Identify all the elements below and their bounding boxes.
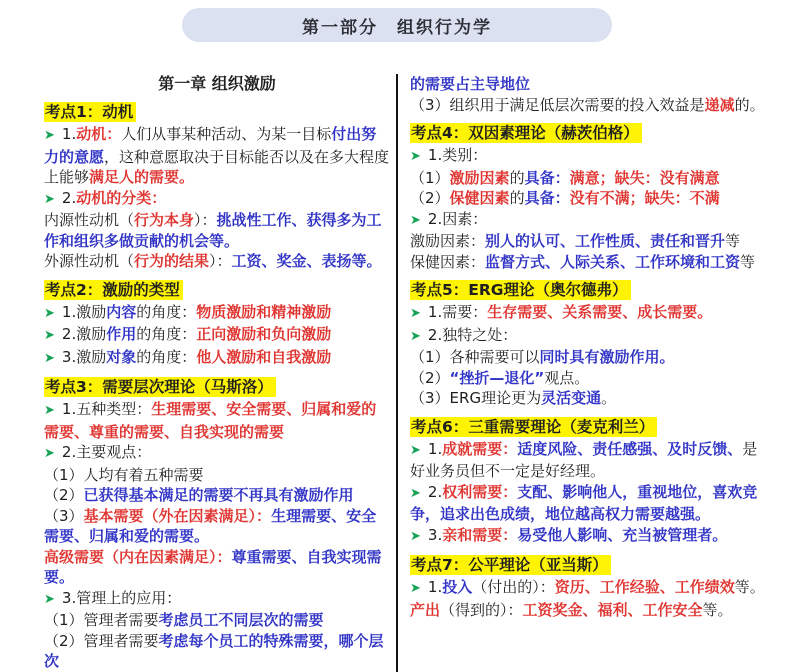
text-run: 行为的结果 <box>134 252 210 270</box>
text-run: 1.五种类型： <box>61 400 152 418</box>
bullet-arrow-icon: ➤ <box>44 350 55 366</box>
text-run: 付出努力的意愿 <box>44 125 377 166</box>
text-run: 1.激励 <box>61 302 107 321</box>
text-run: 等 <box>725 232 741 250</box>
doc-line <box>410 325 770 348</box>
text-run: 。 <box>601 389 617 407</box>
topic-heading-text: 考点5：ERG理论（奥尔德弗） <box>410 280 631 300</box>
doc-line <box>44 631 390 672</box>
topic-heading-text: 考点6：三重需要理论（麦克利兰） <box>410 417 657 437</box>
text-run: 的 <box>509 189 525 207</box>
text-run: （1） <box>410 168 450 187</box>
text-run: ）： <box>209 252 232 270</box>
doc-line <box>410 95 770 116</box>
topic-heading <box>44 376 390 398</box>
doc-line <box>44 347 390 370</box>
text-run: 正向激励和负向激励 <box>196 325 332 343</box>
bullet-arrow-icon: ➤ <box>410 442 421 458</box>
doc-line <box>410 525 770 548</box>
topic-heading-text: 考点7：公平理论（亚当斯） <box>410 555 611 575</box>
text-run: （2） <box>44 486 84 504</box>
text-run: （1）人均有着五种需要 <box>44 465 204 484</box>
text-run: 2. <box>61 188 77 207</box>
doc-line <box>410 600 770 621</box>
text-run: 观点。 <box>544 368 590 387</box>
text-run: （付出的）： <box>472 578 555 596</box>
doc-line <box>44 610 390 631</box>
text-run: 工资奖金、福利、工作安全 <box>522 600 703 619</box>
doc-line <box>44 251 390 272</box>
text-run: 高级需要（内在因素满足）： <box>44 547 232 566</box>
doc-line <box>410 168 770 189</box>
text-run: 激励因素： <box>410 232 486 250</box>
text-run: 监督方式、人际关系、工作环境和工资 <box>485 252 741 271</box>
doc-line <box>410 302 770 325</box>
text-run: 同时具有激励作用。 <box>539 348 675 366</box>
text-run: 投入 <box>442 578 473 596</box>
topic-heading <box>44 101 390 123</box>
text-run: 2.激励 <box>61 325 107 343</box>
topic-heading-text: 考点3：需要层次理论（马斯洛） <box>44 377 276 397</box>
doc-line <box>410 252 770 273</box>
text-run: 基本需要（外在因素满足）： <box>83 506 272 525</box>
bullet-arrow-icon: ➤ <box>410 581 421 596</box>
text-run: 等 <box>740 252 756 271</box>
text-run: 行为本身 <box>134 211 195 229</box>
text-run: 等。 <box>702 600 733 619</box>
text-run: 易受他人影响、充当被管理者。 <box>517 525 728 544</box>
text-run: 的角度： <box>136 302 197 321</box>
doc-line <box>410 439 770 482</box>
bullet-arrow-icon: ➤ <box>410 485 421 501</box>
text-run: （得到的）： <box>440 600 523 619</box>
doc-line <box>44 324 390 347</box>
text-run: 2.因素： <box>427 209 488 228</box>
text-run: 适度风险、责任感强、及时反馈、 <box>517 439 743 458</box>
text-run: 考虑员工不同层次的需要 <box>158 611 324 629</box>
text-run: 动机的分类： <box>76 188 167 207</box>
topic-heading-text: 考点2：激励的类型 <box>44 280 183 300</box>
text-run: ）： <box>194 211 217 229</box>
right-column <box>396 74 770 672</box>
page-header-pill <box>182 8 612 42</box>
text-run: 3.管理上的应用： <box>61 588 182 607</box>
doc-line <box>44 302 390 325</box>
text-run: 1. <box>61 125 77 143</box>
text-run: 考虑每个员工的特殊需要，哪个层次 <box>44 631 384 670</box>
text-run: 生理需要、安全需要、归属和爱的需要、尊重的需要、自我实现的需要 <box>44 400 377 441</box>
text-run: （1）管理者需要 <box>44 611 159 629</box>
text-run: 尊重需要、自我实现需要。 <box>44 547 382 586</box>
bullet-arrow-icon: ➤ <box>410 306 421 321</box>
text-run: 等。 <box>734 578 765 596</box>
text-run: 1.类别： <box>427 146 488 164</box>
text-run: 外源性动机（ <box>44 252 135 270</box>
text-run: 没有不满；缺失：不满 <box>569 189 720 207</box>
topic-heading <box>410 122 770 144</box>
text-run: 的需要占主导地位 <box>410 75 531 93</box>
doc-line <box>410 347 770 368</box>
topic-heading <box>44 279 390 301</box>
bullet-arrow-icon: ➤ <box>410 212 421 228</box>
text-run: ，这种意愿取决于目标能否以及在多大程度上能够 <box>44 147 390 186</box>
text-run: 2. <box>427 482 443 501</box>
text-run: 资历、工作经验、工作绩效 <box>554 578 735 596</box>
bullet-arrow-icon: ➤ <box>44 191 55 207</box>
text-run: 工资、奖金、表扬等。 <box>231 252 382 270</box>
text-run: 挑战性工作、获得多为工作和组织多做贡献的机会等。 <box>44 211 382 250</box>
bullet-arrow-icon: ➤ <box>44 403 55 418</box>
text-run: 保健因素： <box>410 252 486 271</box>
text-run: 1. <box>427 439 443 458</box>
text-run: （2） <box>410 189 450 207</box>
left-column <box>44 74 396 672</box>
text-run: 动机： <box>76 125 122 143</box>
topic-heading <box>410 416 770 438</box>
text-run: 支配、影响他人，重视地位，喜欢竞争，追求出色成绩，地位越高权力需要越强。 <box>410 482 758 523</box>
text-run: “挫折—退化” <box>449 368 545 387</box>
doc-line <box>410 209 770 232</box>
doc-line <box>410 145 770 168</box>
text-run: 是好业务员但不一定是好经理。 <box>410 439 758 480</box>
doc-line <box>44 465 390 486</box>
bullet-arrow-icon: ➤ <box>44 328 55 343</box>
doc-line <box>410 577 770 600</box>
doc-line <box>410 188 770 209</box>
text-run: 的角度： <box>136 325 197 343</box>
doc-line <box>44 210 390 251</box>
doc-line <box>410 231 770 252</box>
text-run: 的角度： <box>136 347 197 366</box>
text-run: 别人的认可、工作性质、责任和晋升 <box>485 232 726 250</box>
bullet-arrow-icon: ➤ <box>44 128 55 143</box>
text-run: 成就需要： <box>442 439 518 458</box>
text-run: （3） <box>44 506 84 525</box>
text-run: 灵活变通 <box>541 389 602 407</box>
text-run: 具备： <box>524 168 570 187</box>
page-header-title: 第一部分 组织行为学 <box>302 17 492 38</box>
topic-heading-text: 考点4：双因素理论（赫茨伯格） <box>410 123 642 143</box>
doc-line <box>44 588 390 611</box>
text-run: 满足人的需要。 <box>89 168 195 186</box>
bullet-arrow-icon: ➤ <box>410 328 421 344</box>
text-run: 1. <box>427 578 443 596</box>
topic-heading <box>410 279 770 301</box>
doc-line <box>44 399 390 442</box>
text-run: 的。 <box>734 95 765 114</box>
text-run: 物质激励和精神激励 <box>196 302 332 321</box>
doc-line <box>44 485 390 506</box>
text-run: 的 <box>509 168 525 187</box>
text-run: （1）各种需要可以 <box>410 348 540 366</box>
text-run: 产出 <box>410 600 441 619</box>
topic-heading-text: 考点1：动机 <box>44 102 136 122</box>
text-run: 亲和需要： <box>442 525 518 544</box>
text-run: 保健因素 <box>449 189 510 207</box>
bullet-arrow-icon: ➤ <box>410 528 421 544</box>
left-column-blocks <box>44 101 390 672</box>
text-run: 3.激励 <box>61 347 107 366</box>
text-run: 权利需要： <box>442 482 518 501</box>
text-run: 内容 <box>106 302 137 321</box>
doc-line <box>44 188 390 211</box>
doc-line <box>410 368 770 389</box>
doc-line <box>410 482 770 525</box>
text-run: 内源性动机（ <box>44 211 135 229</box>
text-run: 3. <box>427 525 443 544</box>
text-run: 已获得基本满足的需要不再具有激励作用 <box>83 486 354 504</box>
chapter-title: 第一章 组织激励 <box>158 74 276 93</box>
text-run: 激励因素 <box>449 168 510 187</box>
bullet-arrow-icon: ➤ <box>44 591 55 607</box>
text-run: 2.主要观点： <box>61 443 152 461</box>
text-run: 递减 <box>704 95 735 114</box>
text-run: （3）组织用于满足低层次需要的投入效益是 <box>410 95 705 114</box>
text-run: 对象 <box>106 347 137 366</box>
doc-line <box>410 74 770 95</box>
bullet-arrow-icon: ➤ <box>44 446 55 461</box>
doc-line <box>44 442 390 465</box>
doc-line <box>44 506 390 547</box>
topic-heading <box>410 554 770 576</box>
text-run: 作用 <box>106 325 137 343</box>
doc-line <box>410 388 770 409</box>
bullet-arrow-icon: ➤ <box>410 149 421 164</box>
text-run: 人们从事某种活动、为某一目标 <box>121 125 332 143</box>
text-run: 满意；缺失：没有满意 <box>569 168 720 187</box>
text-run: 1.需要： <box>427 303 488 321</box>
text-run: （2） <box>410 368 450 387</box>
text-run: 2.独特之处： <box>427 325 518 344</box>
text-run: 生理需要、安全需要、归属和爱的需要。 <box>44 506 377 545</box>
text-run: 生存需要、关系需要、成长需要。 <box>487 303 713 321</box>
text-run: （3）ERG理论更为 <box>410 389 542 407</box>
right-column-blocks <box>410 74 770 620</box>
bullet-arrow-icon: ➤ <box>44 305 55 321</box>
doc-line <box>44 124 390 188</box>
text-run: 具备： <box>524 189 570 207</box>
document-body <box>0 74 794 672</box>
text-run: 他人激励和自我激励 <box>196 347 332 366</box>
doc-line <box>44 547 390 588</box>
text-run: （2）管理者需要 <box>44 631 159 650</box>
